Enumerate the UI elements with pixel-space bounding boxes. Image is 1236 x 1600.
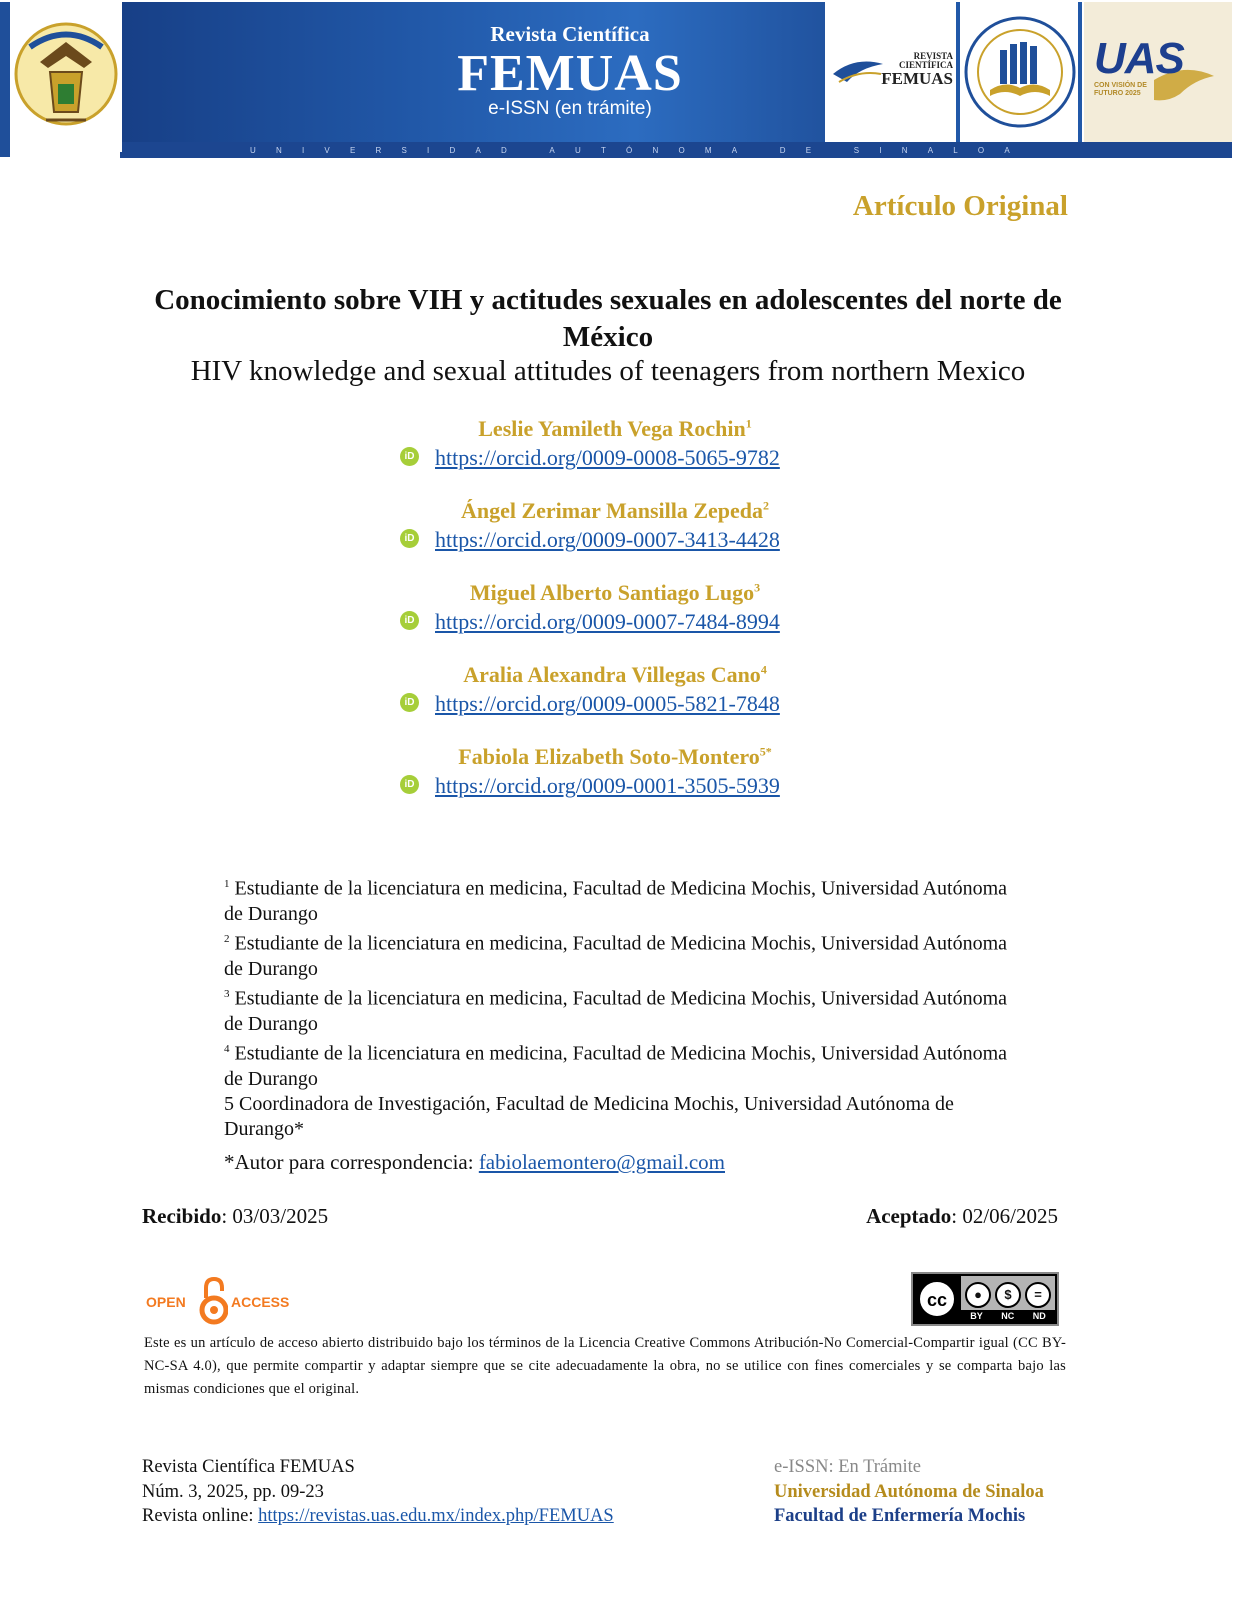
strip-letter: I — [879, 145, 882, 155]
author-name: Fabiola Elizabeth Soto-Montero$^{5*}$ — [458, 744, 772, 769]
orcid-link[interactable]: https://orcid.org/0009-0001-3505-5939 — [435, 773, 780, 798]
strip-letter: V — [324, 145, 330, 155]
orcid-link[interactable]: https://orcid.org/0009-0005-5821-7848 — [435, 691, 780, 716]
orcid-icon: iD — [400, 447, 419, 466]
small-logo-line1: REVISTA — [913, 51, 953, 61]
footer-online: Revista online: https://revistas.uas.edu.mx/index.php/FEMUAS — [142, 1506, 614, 1526]
orcid-link[interactable]: https://orcid.org/0009-0008-5065-9782 — [435, 445, 780, 470]
correspondence-line: *Autor para correspondencia: fabiolaemontero@gmail.com — [224, 1150, 725, 1174]
nc-icon: $ — [995, 1282, 1021, 1308]
orcid-icon: iD — [400, 775, 419, 794]
article-title-english: HIV knowledge and sexual attitudes of teenagers from northern Mexico — [190, 355, 1026, 387]
strip-letter: A — [475, 145, 481, 155]
strip-letter: Ó — [626, 145, 633, 155]
accepted-date: Aceptado: 02/06/2025 — [866, 1204, 1058, 1228]
author-orcid — [400, 609, 820, 635]
strip-letter — [527, 146, 529, 155]
strip-letter: E — [805, 145, 812, 155]
orcid-icon: iD — [400, 529, 419, 548]
strip-letter: R — [375, 145, 382, 155]
author-name: Aralia Alexandra Villegas Cano$^4$ — [463, 662, 767, 687]
strip-letter: A — [1004, 145, 1010, 155]
footer-faculty: Facultad de Enfermería Mochis — [774, 1506, 1026, 1526]
creative-commons-badge — [911, 1272, 1059, 1326]
affiliation-item: $^4$ Estudiante de la licenciatura en medicina, Facultad de Medicina Mochis, Universidad Autónoma de Durango — [224, 1042, 1008, 1091]
journal-banner — [0, 0, 1236, 160]
open-access-logo — [146, 1276, 291, 1328]
uas-logo-text: UAS — [1094, 34, 1184, 83]
strip-letter: O — [678, 145, 685, 155]
author-orcid — [400, 527, 820, 553]
footer-issn: e-ISSN: En Trámite — [774, 1457, 921, 1477]
author-orcid — [400, 445, 820, 471]
strip-letter — [757, 146, 759, 155]
strip-letter: T — [600, 145, 606, 155]
strip-letter: D — [449, 145, 456, 155]
strip-letter: M — [704, 145, 712, 155]
strip-letter: U — [574, 145, 581, 155]
by-icon: ● — [965, 1282, 991, 1308]
footer-institution-info — [774, 1455, 1044, 1529]
journal-url-link[interactable]: https://revistas.uas.edu.mx/index.php/FEMUAS — [258, 1506, 614, 1526]
strip-letter: I — [427, 145, 430, 155]
footer-journal-name: Revista Científica FEMUAS — [142, 1457, 355, 1477]
strip-letter: A — [549, 145, 555, 155]
strip-letter: U — [250, 145, 256, 155]
strip-letter: N — [901, 145, 908, 155]
footer-journal-info — [142, 1455, 614, 1529]
strip-letter: I — [301, 145, 305, 155]
orcid-link[interactable]: https://orcid.org/0009-0007-7484-8994 — [435, 609, 780, 634]
article-title-spanish: Conocimiento sobre VIH y actitudes sexuales en adolescentes del norte de México — [154, 284, 1062, 354]
small-logo-line3: FEMUAS — [881, 69, 953, 88]
affiliations-list — [224, 872, 1024, 1143]
banner-left-edge — [0, 2, 10, 157]
affiliation-item: $^3$ Estudiante de la licenciatura en medicina, Facultad de Medicina Mochis, Universidad Autónoma de Durango — [224, 987, 1008, 1035]
article-type-label: Artículo Original — [852, 190, 1068, 222]
journal-subtitle: Revista Científica — [490, 22, 650, 46]
journal-issn: e-ISSN (en trámite) — [488, 98, 652, 119]
orcid-icon: iD — [400, 693, 419, 712]
affiliation-item: 5 Coordinadora de Investigación, Facultad de Medicina Mochis, Universidad Autónoma de Durango* — [224, 1093, 954, 1141]
cc-icons-panel — [961, 1276, 1055, 1310]
cc-labels: BY NC ND — [970, 1311, 1046, 1321]
orcid-link[interactable]: https://orcid.org/0009-0007-3413-4428 — [435, 527, 780, 552]
affiliation-item: $^2$ Estudiante de la licenciatura en medicina, Facultad de Medicina Mochis, Universidad Autónoma de Durango — [224, 932, 1008, 980]
small-logo-line2: CIENTÍFICA — [898, 60, 953, 70]
orcid-icon: iD — [400, 611, 419, 630]
received-date: Recibido: 03/03/2025 — [142, 1204, 329, 1228]
correspondence-email-link[interactable]: fabiolaemontero@gmail.com — [478, 1150, 725, 1174]
strip-letter: N — [652, 145, 659, 155]
strip-letter: O — [977, 145, 985, 155]
open-lock-icon — [198, 1276, 228, 1326]
femuas-small-logo — [838, 52, 953, 87]
license-text: Este es un artículo de acceso abierto distribuido bajo los términos de la Licencia Creative Commons Atribución-No Comercial-Compartir igual (CC BY-NC-SA 4.0), que permite compartir y adaptar siempre que se cite adecuadamente la obra, no se utilice con fines comerciales y se comparta bajo las mismas condiciones que el original. — [144, 1335, 1066, 1397]
strip-letter: A — [927, 145, 934, 155]
author-orcid — [400, 773, 820, 799]
strip-letter: E — [349, 145, 356, 155]
open-access-word-access: ACCESS — [231, 1294, 290, 1310]
uas-logo-slogan: CON VISIÓN DE FUTURO 2025 — [1094, 82, 1147, 97]
editorial-seal-logo — [960, 2, 1080, 142]
university-strip-text — [250, 142, 1010, 158]
affiliation-item: $^1$ Estudiante de la licenciatura en medicina, Facultad de Medicina Mochis, Universidad Autónoma de Durango — [224, 877, 1008, 925]
author-name: Leslie Yamileth Vega Rochin$^1$ — [478, 416, 752, 441]
strip-letter: A — [731, 145, 738, 155]
author-name: Miguel Alberto Santiago Lugo$^3$ — [469, 580, 761, 605]
logo-separator-2 — [1078, 2, 1082, 142]
author-name: Ángel Zerimar Mansilla Zepeda$^2$ — [460, 498, 770, 523]
strip-letter — [831, 146, 833, 155]
strip-letter: N — [275, 145, 282, 155]
author-orcid — [400, 691, 820, 717]
university-seal-logo — [10, 2, 122, 152]
cc-icon: cc — [917, 1279, 957, 1319]
journal-name: FEMUAS — [457, 45, 683, 102]
strip-letter: L — [953, 145, 958, 155]
strip-letter: D — [501, 145, 507, 155]
open-access-word-open: OPEN — [146, 1294, 186, 1310]
strip-letter: S — [401, 145, 407, 155]
strip-letter: D — [779, 145, 786, 155]
nd-icon: = — [1025, 1282, 1051, 1308]
footer-university: Universidad Autónoma de Sinaloa — [774, 1481, 1044, 1502]
footer-issue: Núm. 3, 2025, pp. 09-23 — [142, 1481, 324, 1502]
strip-letter: S — [853, 145, 860, 155]
